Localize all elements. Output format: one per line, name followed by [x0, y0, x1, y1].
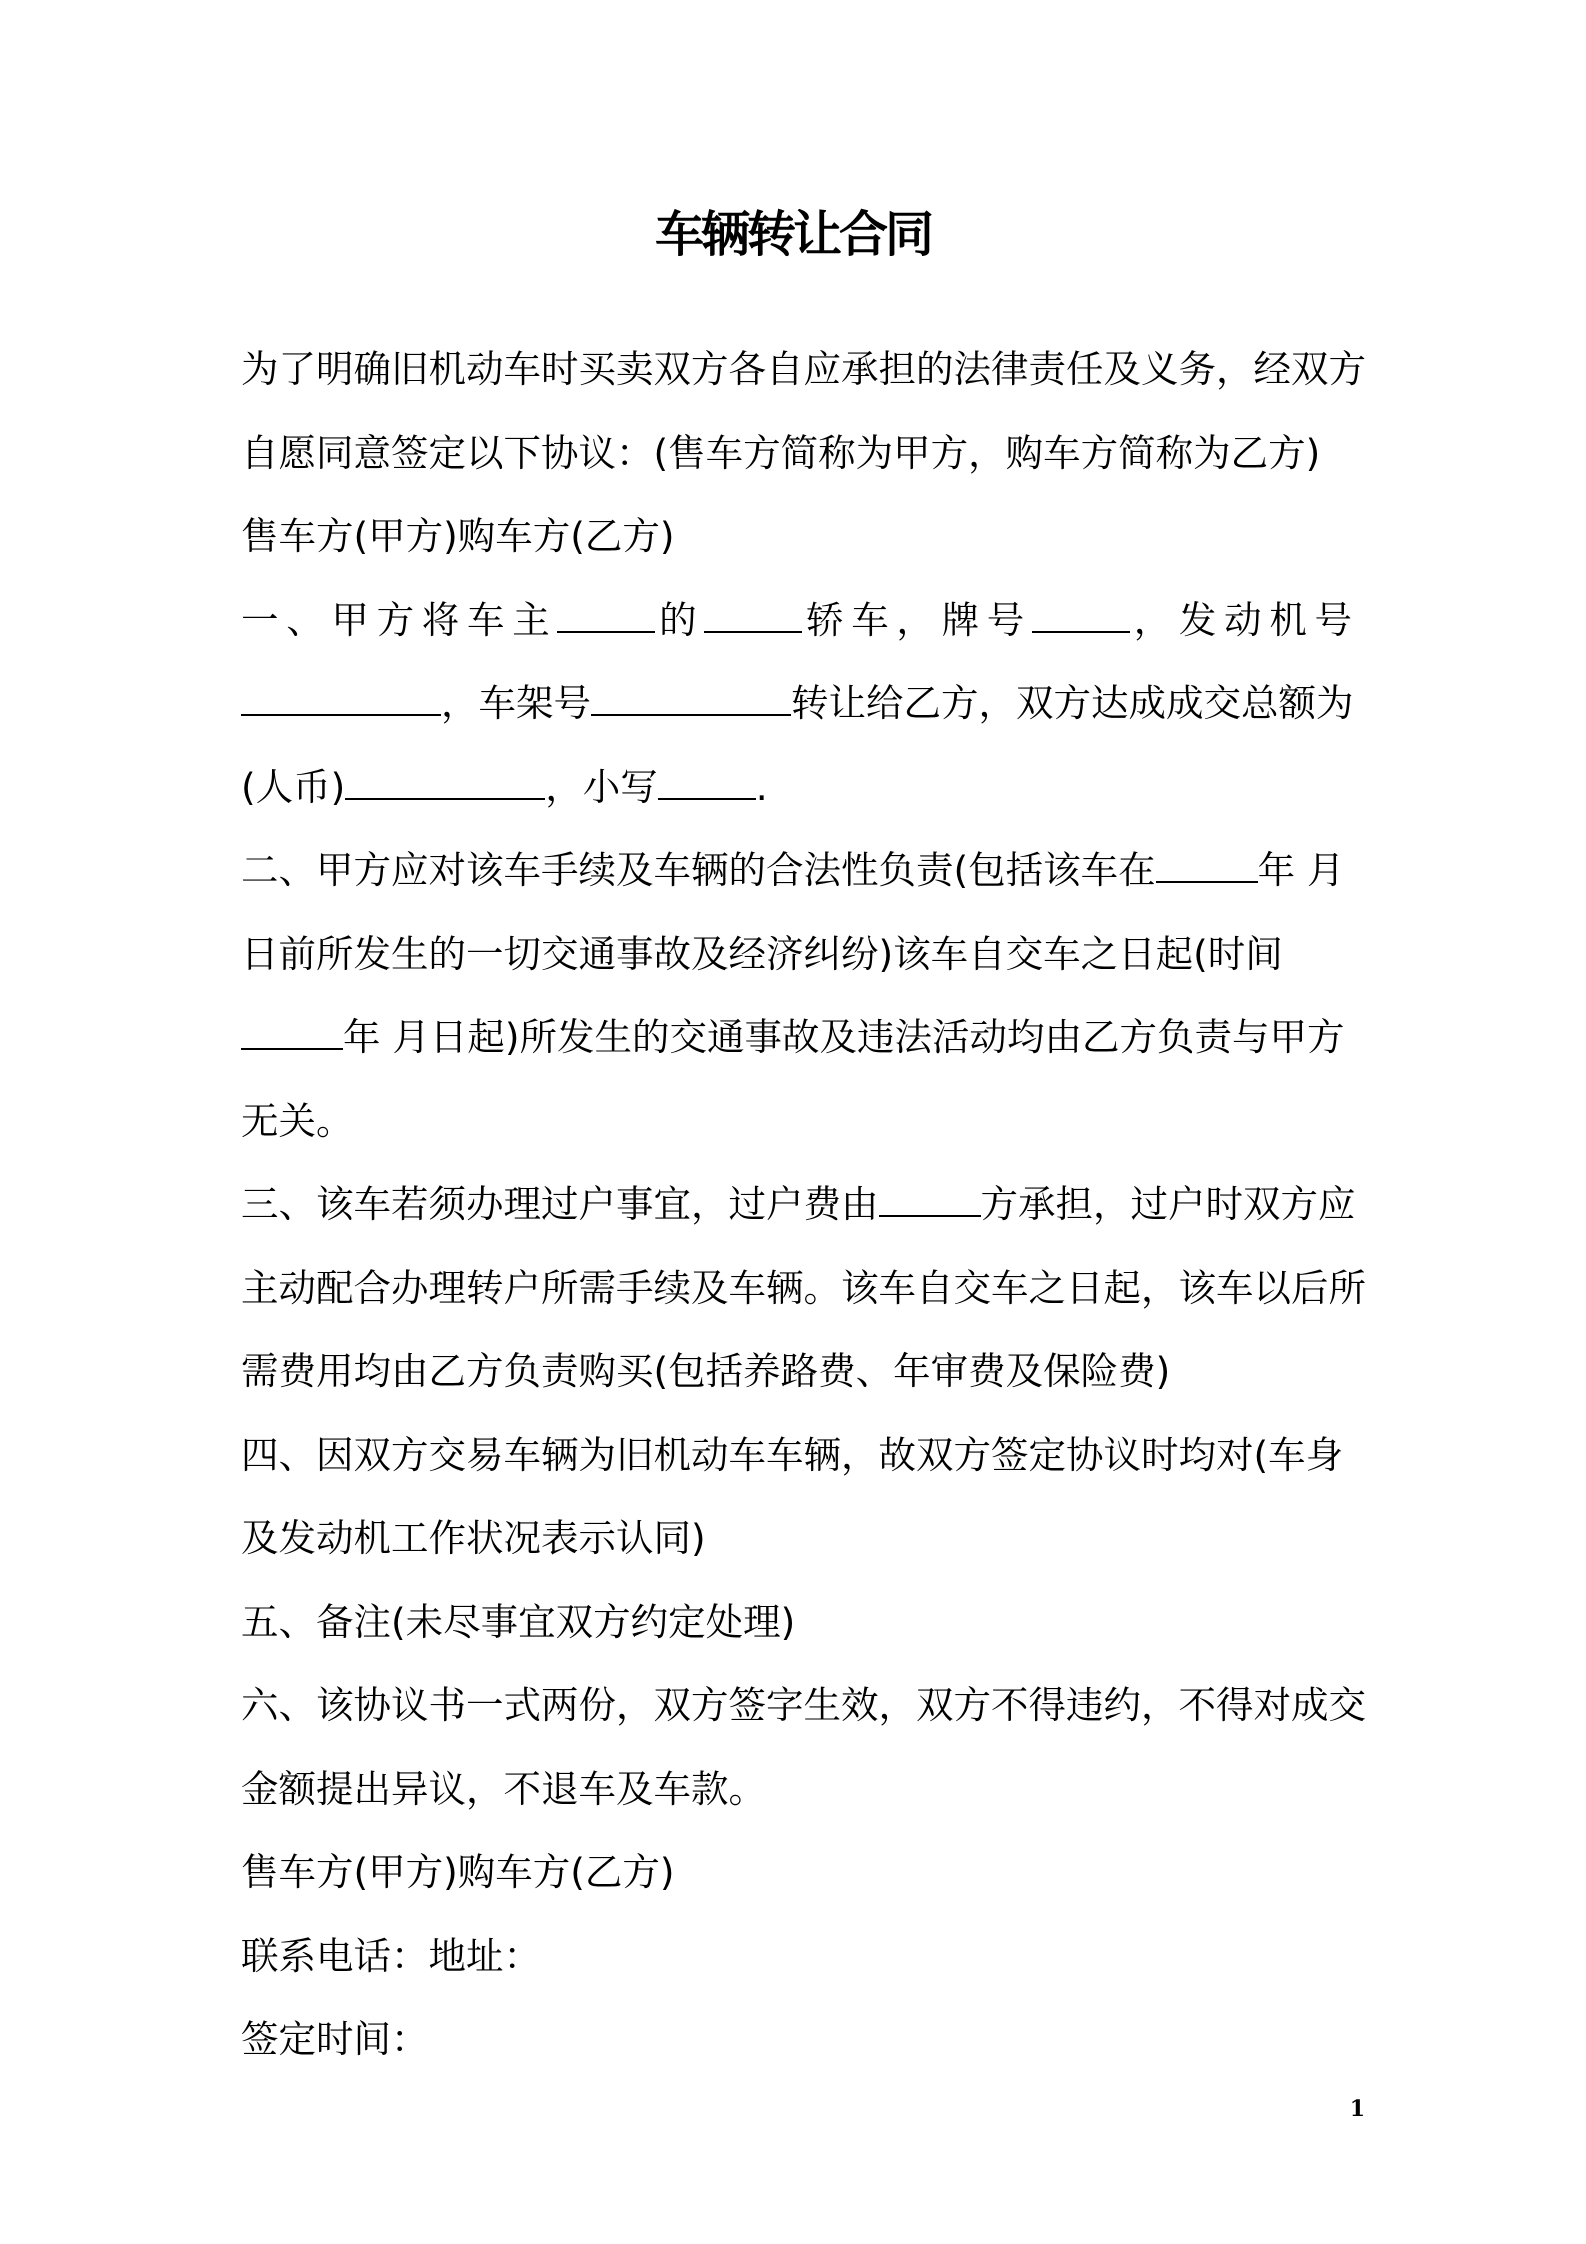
car-model-blank [704, 599, 802, 633]
clause-3-text-a: 三、该车若须办理过户事宜，过户费由 [241, 1182, 879, 1226]
clause-2-text-d: 年 月日起)所发生的交通事故及违法活动均由乙方负责与甲方 [343, 1015, 1345, 1059]
clause-1-line-2 [241, 662, 1356, 746]
clause-1-text-e: ，车架号 [441, 681, 591, 725]
clause-3-text-b: 方承担，过户时双方应 [980, 1182, 1356, 1226]
clause-6-line-1: 六、该协议书一式两份，双方签字生效，双方不得违约，不得对成交 [241, 1683, 1366, 1727]
clause-3-line-2: 主动配合办理转户所需手续及车辆。该车自交车之日起，该车以后所 [241, 1265, 1366, 1310]
amount-words-blank [345, 766, 545, 800]
page-number: 1 [1349, 2096, 1365, 2122]
clause-3-line-1 [241, 1163, 1356, 1247]
owner-blank [557, 599, 655, 633]
clause-5-line: 五、备注(未尽事宜双方约定处理) [241, 1599, 796, 1644]
clause-2-line-2: 日前所发生的一切交通事故及经济纠纷)该车自交车之日起(时间 [241, 931, 1283, 976]
clause-2-line-3 [241, 996, 1356, 1080]
intro-line-2: 自愿同意签定以下协议：(售车方简称为甲方，购车方简称为乙方) [241, 430, 1321, 475]
engine-number-blank [241, 682, 441, 716]
amount-figures-blank [658, 766, 756, 800]
clause-2-text-a: 二、甲方应对该车手续及车辆的合法性负责(包括该车在 [241, 848, 1156, 892]
document-title: 车辆转让合同 [654, 206, 931, 263]
clause-1-text-g: (人币) [241, 764, 346, 809]
frame-number-blank [591, 682, 791, 716]
year-blank-2 [241, 1016, 343, 1050]
clause-1-text-d: ，发动机号 [1130, 597, 1357, 642]
clause-1-text-a: 一、甲方将车主 [241, 597, 558, 642]
clause-2-line-1 [241, 829, 1356, 913]
parties-line: 售车方(甲方)购车方(乙方) [241, 514, 675, 558]
clause-2-text-b: 年 月 [1257, 848, 1345, 892]
intro-line-1: 为了明确旧机动车时买卖双方各自应承担的法律责任及义务，经双方 [241, 347, 1366, 391]
clause-3-line-3: 需费用均由乙方负责购买(包括养路费、年审费及保险费) [241, 1349, 1171, 1393]
contract-body [241, 328, 1366, 2082]
clause-2-line-4: 无关。 [241, 1098, 354, 1143]
clause-1-text-i: . [755, 764, 768, 809]
sign-date-line: 签定时间： [241, 2017, 429, 2061]
plate-number-blank [1032, 599, 1130, 633]
clause-1-line-1 [241, 579, 1356, 663]
clause-1-text-f: 转让给乙方，双方达成成交总额为 [791, 681, 1354, 725]
signature-parties-line: 售车方(甲方)购车方(乙方) [241, 1850, 675, 1894]
clause-6-line-2: 金额提出异议，不退车及车款。 [241, 1766, 766, 1811]
contact-line: 联系电话：地址： [241, 1933, 541, 1978]
clause-1-text-b: 的 [655, 597, 705, 642]
clause-4-line-2: 及发动机工作状况表示认同) [241, 1516, 706, 1560]
clause-4-line-1: 四、因双方交易车辆为旧机动车车辆，故双方签定协议时均对(车身 [241, 1432, 1344, 1477]
clause-1-line-3 [241, 746, 1356, 830]
clause-1-text-h: ，小写 [545, 764, 658, 809]
transfer-fee-party-blank [879, 1183, 981, 1217]
clause-1-text-c: 轿车，牌号 [802, 597, 1033, 642]
year-blank-1 [1156, 849, 1258, 883]
